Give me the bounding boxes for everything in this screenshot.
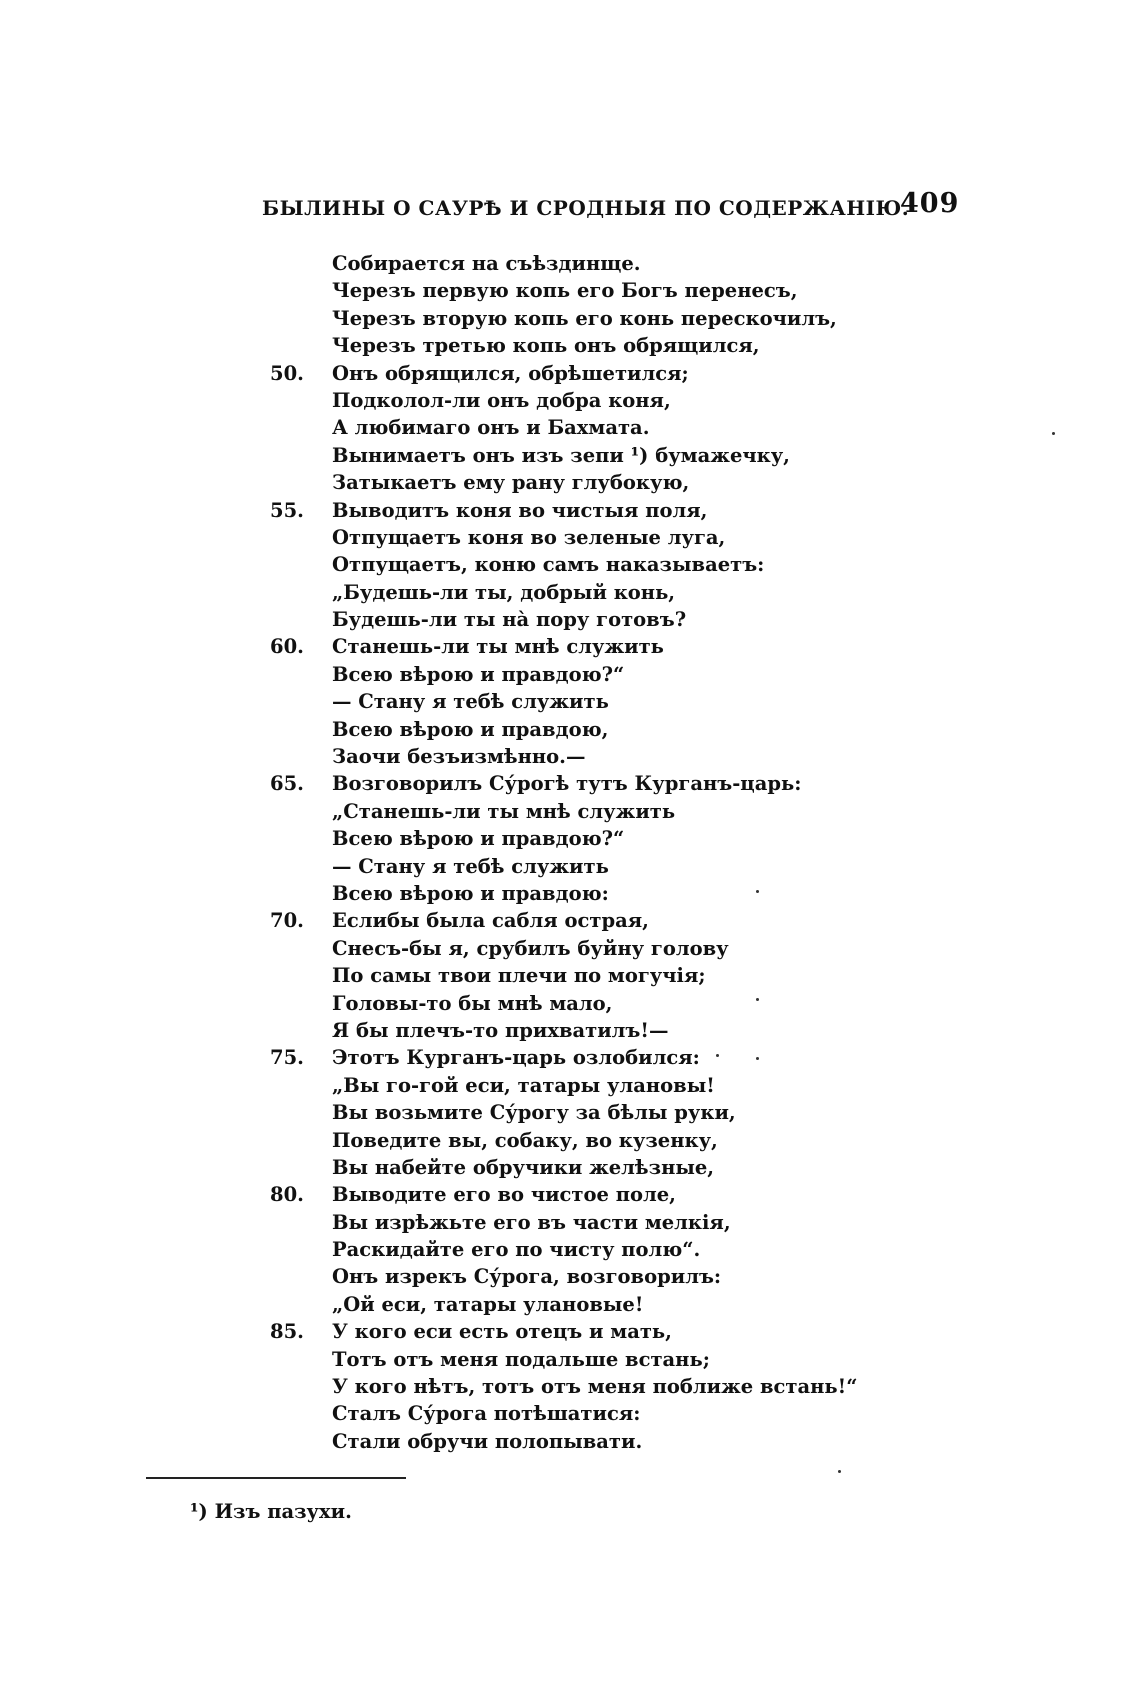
page-number: 409	[900, 188, 960, 219]
scan-speck	[756, 998, 759, 1001]
verse-text: Всею вѣрою и правдою,	[332, 717, 609, 741]
verse-line	[270, 277, 890, 304]
verse-line	[270, 387, 890, 414]
verse-text: „Вы го-гой еси, татары улановы!	[332, 1073, 715, 1097]
verse-line	[270, 1346, 890, 1373]
verse-number: 70.	[270, 909, 304, 933]
verse-text: Выводите его во чистое поле,	[332, 1183, 676, 1207]
verse-line	[270, 332, 890, 359]
verse-line	[270, 1017, 890, 1044]
verse-line	[270, 688, 890, 715]
verse-line	[270, 524, 890, 551]
verse-line	[270, 1428, 890, 1455]
verse-line	[270, 469, 890, 496]
scan-speck	[716, 1054, 719, 1057]
verse-number: 60.	[270, 635, 304, 659]
verse-line	[270, 1318, 890, 1345]
verse-text: Онъ обрящился, обрѣшетился;	[332, 361, 689, 385]
verse-line	[270, 1263, 890, 1290]
verse-line	[270, 1373, 890, 1400]
verse-line	[270, 825, 890, 852]
verse-line	[270, 1099, 890, 1126]
verse-text: Черезъ первую копь его Богъ перенесъ,	[332, 279, 798, 303]
verse-text: — Стану я тебѣ служить	[332, 854, 609, 878]
verse-line	[270, 442, 890, 469]
verse-number: 85.	[270, 1320, 304, 1344]
verse-line	[270, 633, 890, 660]
verse-text: Вы набейте обручики желѣзные,	[332, 1155, 715, 1179]
verse-text: Стали обручи полопывати.	[332, 1429, 643, 1453]
scan-speck	[756, 890, 759, 893]
verse-line	[270, 606, 890, 633]
verse-text: Вы возьмите Су́рогу за бѣлы руки,	[332, 1101, 736, 1125]
footnote	[190, 1500, 352, 1523]
verse-line	[270, 1181, 890, 1208]
verse-line	[270, 880, 890, 907]
verse-text: Головы-то бы мнѣ мало,	[332, 991, 613, 1015]
verse-number: 65.	[270, 772, 304, 796]
verse-line	[270, 661, 890, 688]
verse-line	[270, 935, 890, 962]
verse-line	[270, 250, 890, 277]
verse-line	[270, 798, 890, 825]
verse-line	[270, 1072, 890, 1099]
verse-line	[270, 1044, 890, 1071]
verse-text: У кого еси есть отецъ и мать,	[332, 1320, 672, 1344]
verse-text: По самы твои плечи по могучія;	[332, 964, 706, 988]
footnote-marker: ¹)	[190, 1500, 208, 1523]
verse-text: „Станешь-ли ты мнѣ служить	[332, 799, 676, 823]
scan-speck	[756, 1057, 759, 1060]
verse-text: Раскидайте его по чисту полю“.	[332, 1238, 701, 1262]
verse-line	[270, 716, 890, 743]
verse-text: Еслибы была сабля острая,	[332, 909, 649, 933]
verse-text: Возговорилъ Су́рогѣ тутъ Курганъ-царь:	[332, 772, 802, 796]
verse-line	[270, 743, 890, 770]
verse-text: А любимаго онъ и Бахмата.	[332, 416, 650, 440]
verse-text: „Будешь-ли ты, добрый конь,	[332, 580, 676, 604]
scan-speck	[838, 1470, 841, 1473]
verse-line	[270, 770, 890, 797]
verse-text: Я бы плечъ-то прихватилъ!—	[332, 1018, 669, 1042]
verse-text: Всею вѣрою и правдою?“	[332, 827, 625, 851]
poem-text	[270, 250, 890, 1455]
verse-text: Выводитъ коня во чистыя поля,	[332, 498, 708, 522]
verse-text: „Ой еси, татары улановые!	[332, 1292, 644, 1316]
verse-text: Подколол-ли онъ добра коня,	[332, 388, 671, 412]
verse-text: Отпущаетъ коня во зеленые луга,	[332, 525, 726, 549]
verse-line	[270, 1154, 890, 1181]
verse-line	[270, 1291, 890, 1318]
verse-line	[270, 579, 890, 606]
verse-line	[270, 305, 890, 332]
verse-line	[270, 853, 890, 880]
footnote-text: Изъ пазухи.	[214, 1500, 352, 1523]
verse-line	[270, 990, 890, 1017]
verse-line	[270, 1127, 890, 1154]
scan-speck	[1052, 432, 1055, 435]
verse-line	[270, 907, 890, 934]
verse-text: Заочи безъизмѣнно.—	[332, 745, 586, 769]
verse-text: Онъ изрекъ Су́рога, возговорилъ:	[332, 1265, 722, 1289]
verse-text: У кого нѣтъ, тотъ отъ меня поближе встань!“	[332, 1375, 858, 1399]
verse-text: Этотъ Курганъ-царь озлобился:	[332, 1046, 700, 1070]
verse-text: Отпущаетъ, коню самъ наказываетъ:	[332, 553, 765, 577]
verse-text: Станешь-ли ты мнѣ служить	[332, 635, 664, 659]
verse-number: 80.	[270, 1183, 304, 1207]
verse-line	[270, 497, 890, 524]
verse-line	[270, 1209, 890, 1236]
verse-line	[270, 551, 890, 578]
verse-number: 50.	[270, 361, 304, 385]
verse-text: Вынимаетъ онъ изъ зепи ¹) бумажечку,	[332, 443, 790, 467]
verse-text: Снесъ-бы я, срубилъ буйну голову	[332, 936, 729, 960]
verse-text: Затыкаетъ ему рану глубокую,	[332, 471, 690, 495]
verse-text: Черезъ третью копь онъ обрящился,	[332, 334, 760, 358]
running-title: БЫЛИНЫ О САУРѢ И СРОДНЫЯ ПО СОДЕРЖАНІЮ.	[262, 196, 910, 220]
verse-text: Вы изрѣжьте его въ части мелкія,	[332, 1210, 731, 1234]
verse-line	[270, 962, 890, 989]
verse-number: 75.	[270, 1046, 304, 1070]
verse-number: 55.	[270, 498, 304, 522]
verse-text: Будешь-ли ты на̀ пору готовъ?	[332, 608, 687, 632]
verse-line	[270, 1400, 890, 1427]
verse-text: Собирается на съѣздинще.	[332, 252, 641, 275]
verse-line	[270, 1236, 890, 1263]
verse-text: — Стану я тебѣ служить	[332, 690, 609, 714]
verse-text: Поведите вы, собаку, во кузенку,	[332, 1128, 718, 1152]
verse-line	[270, 414, 890, 441]
footnote-separator	[146, 1477, 406, 1479]
verse-text: Всею вѣрою и правдою?“	[332, 662, 625, 686]
verse-text: Тотъ отъ меня подальше встань;	[332, 1347, 710, 1371]
verse-text: Сталъ Су́рога потѣшатися:	[332, 1402, 641, 1426]
verse-text: Всею вѣрою и правдою:	[332, 881, 609, 905]
verse-line	[270, 360, 890, 387]
verse-text: Черезъ вторую копь его конь перескочилъ,	[332, 306, 837, 330]
